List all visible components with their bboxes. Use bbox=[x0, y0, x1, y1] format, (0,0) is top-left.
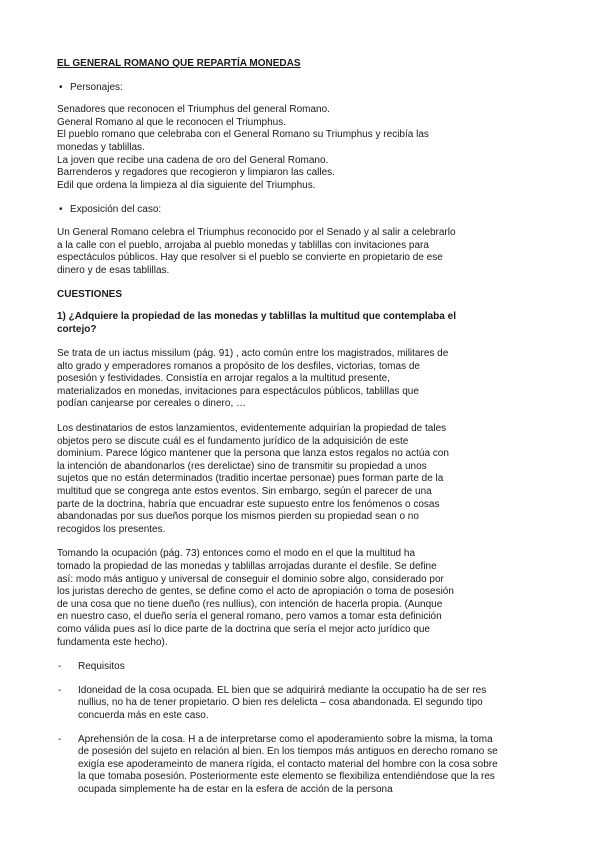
requisito-line: exigía ese apoderameinto de manera rígida, el contacto material del hombre con la cosa sobre bbox=[78, 758, 498, 770]
paragraph-line: recogidos los presentes. bbox=[57, 523, 166, 535]
requisito-idoneidad bbox=[57, 685, 547, 723]
paragraph-destinatarios bbox=[57, 423, 547, 536]
personajes-line: Senadores que reconocen el Triumphus del general Romano. bbox=[57, 104, 330, 116]
paragraph-line: Los destinatarios de estos lanzamientos, evidentemente adquirían la propiedad de tales bbox=[57, 423, 447, 435]
paragraph-line: materializados en monedas, invitaciones para espectáculos públicos, tablillas que bbox=[57, 385, 419, 397]
paragraph-line: así: modo más antiguo y universal de conseguir el dominio sobre algo, considerado por bbox=[57, 573, 444, 585]
question-line: 1) ¿Adquiere la propiedad de las monedas y tablillas la multitud que contemplaba el bbox=[57, 310, 456, 322]
paragraph-line: como válida pues así lo dice parte de la doctrina que sería el mejor acto jurídico que bbox=[57, 623, 430, 635]
paragraph-line: fundamenta este hecho). bbox=[57, 636, 168, 648]
exposicion-line: dinero y de esas tablillas. bbox=[57, 264, 170, 276]
paragraph-line: de una cosa que no tiene dueño (res nullius), con intención de hacerla propia. (Aunque bbox=[57, 598, 443, 610]
paragraph-line: Se trata de un iactus missilum (pág. 91) , acto común entre los magistrados, militares de bbox=[57, 348, 449, 360]
paragraph-line: dominium. Parece lógico mantener que la persona que lanza estos regalos no actúa con bbox=[57, 448, 449, 460]
paragraph-line: tomado la propiedad de las monedas y tablillas arrojadas durante el desfile. Se define bbox=[57, 561, 437, 572]
requisito-line: nullius, no ha de tener propietario. O bien res delelicta – cosa abandonada. El segundo tipo bbox=[78, 697, 483, 709]
paragraph-line: posesión y festividades. Consistía en arrojar regalos a la multitud presente, bbox=[57, 373, 390, 385]
paragraph-line: los juristas derecho de gentes, se define como el acto de apropiación o toma de posesión bbox=[57, 586, 454, 598]
requisito-line: concuerda más en este caso. bbox=[78, 709, 209, 721]
dash-icon: - bbox=[58, 684, 62, 696]
personajes-line: La joven que recibe una cadena de oro del General Romano. bbox=[57, 154, 329, 166]
question-1 bbox=[57, 311, 547, 336]
bullet-icon: • bbox=[59, 204, 63, 216]
paragraph-line: la intención de abandonarlos (res derelictae) sino de transmitir su propiedad a unos bbox=[57, 460, 427, 472]
personajes-label: Personajes: bbox=[70, 81, 123, 93]
personajes-line: El pueblo romano que celebraba con el General Romano su Triumphus y recibía las bbox=[57, 129, 429, 141]
exposicion-paragraph bbox=[57, 227, 547, 277]
personajes-list bbox=[57, 104, 547, 192]
paragraph-line: podían canjearse por cereales o dinero, … bbox=[57, 398, 247, 410]
dash-icon: - bbox=[58, 661, 62, 673]
paragraph-line: en nuestro caso, el dueño sería el general romano, pero vamos a tomar esta definición bbox=[57, 611, 442, 623]
requisito-line: de posesión del sujeto en relación al bien. En los tiempos más antiguos en derecho romano se bbox=[78, 746, 498, 758]
requisito-line: la que tomaba posesión. Posteriormente este elemento se flexibiliza entendiéndose que la res bbox=[78, 771, 495, 783]
requisito-line: Idoneidad de la cosa ocupada. EL bien que se adquirirá mediante la occupatio ha de ser res bbox=[78, 684, 487, 696]
paragraph-line: Tomando la ocupación (pág. 73) entonces como el modo en el que la multitud ha bbox=[57, 548, 416, 560]
requisito-line: Aprehensión de la cosa. H a de interpretarse como el apoderamiento sobre la misma, la toma bbox=[78, 733, 493, 745]
paragraph-line: alto grado y emperadores romanos a propósito de los desfiles, victorias, tomas de bbox=[57, 360, 420, 372]
personajes-bullet bbox=[59, 82, 547, 95]
exposicion-line: espectáculos públicos. Hay que resolver si el pueblo se convierte en propietario de ese bbox=[57, 252, 443, 264]
document-title: EL GENERAL ROMANO QUE REPARTÍA MONEDAS bbox=[57, 58, 301, 69]
paragraph-line: objetos pero se discute cuál es el fundamento jurídico de la adquisición de este bbox=[57, 435, 409, 447]
paragraph-line: multitud que se congrega ante estos eventos. Sin embargo, según el parecer de una bbox=[57, 486, 432, 498]
exposicion-line: Un General Romano celebra el Triumphus reconocido por el Senado y al salir a celebrarlo bbox=[57, 226, 456, 238]
requisito-aprehension bbox=[57, 734, 547, 797]
personajes-line: monedas y tablillas. bbox=[57, 141, 145, 153]
personajes-line: Barrenderos y regadores que recogieron y limpiaron las calles. bbox=[57, 167, 335, 179]
question-line: cortejo? bbox=[57, 323, 97, 335]
paragraph-iactus bbox=[57, 348, 547, 411]
paragraph-line: sujetos que no están determinados (traditio incertae personae) pues forman parte de la bbox=[57, 473, 444, 485]
document-page bbox=[57, 58, 547, 808]
requisitos-label: Requisitos bbox=[78, 661, 125, 673]
exposicion-label: Exposición del caso: bbox=[70, 204, 162, 216]
paragraph-line: parte de la doctrina, habría que encuadrar este supuesto entre los fenómenos o cosas bbox=[57, 498, 440, 510]
dash-icon: - bbox=[58, 733, 62, 745]
paragraph-ocupacion bbox=[57, 548, 547, 649]
paragraph-line: abandonadas por sus dueños porque los mismos pierden su propiedad sean o no bbox=[57, 511, 419, 523]
requisito-text bbox=[78, 685, 547, 723]
personajes-line: Edil que ordena la limpieza al día siguiente del Triumphus. bbox=[57, 179, 316, 191]
cuestiones-heading: CUESTIONES bbox=[57, 289, 123, 301]
exposicion-bullet bbox=[59, 204, 547, 217]
personajes-line: General Romano al que le reconocen el Triumphus. bbox=[57, 116, 287, 128]
requisitos-item bbox=[57, 661, 547, 674]
requisito-line: ocupada simplemente ha de estar en la esfera de acción de la persona bbox=[78, 783, 393, 795]
requisito-text bbox=[78, 734, 547, 797]
exposicion-line: a la calle con el pueblo, arrojaba al pueblo monedas y tablillas con invitaciones para bbox=[57, 239, 429, 251]
bullet-icon: • bbox=[59, 81, 63, 93]
